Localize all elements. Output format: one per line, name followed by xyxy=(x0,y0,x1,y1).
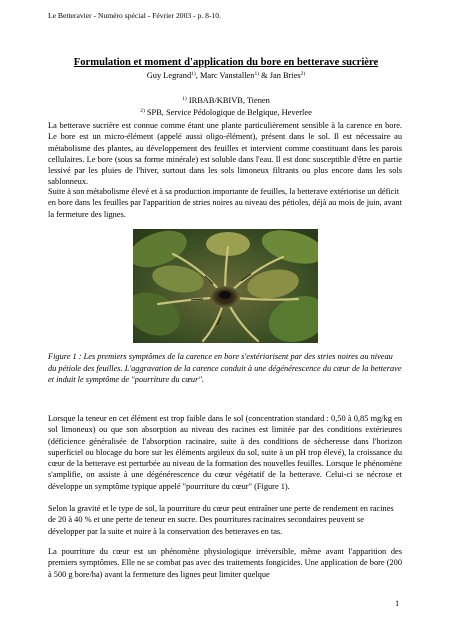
author-line xyxy=(0,71,452,81)
paragraph-text: La betterave sucrière est connue comme étant une plante particulièrement sensible à la carence en bore. Le bore est un micro-élément (appelé aussi oligo-élément), présent dans le sol. Il est nécessaire au métabolisme des plantes, au développement des feuilles et intervient comme constituant dans les parois cellulaires. Le bore (sous sa forme minérale) est soluble dans l'eau. Il est donc susceptible d'être en partie lessivé par les pluies de l'hiver, surtout dans les sols limoneux filtrants ou plus encore dans les sols sablonneux. xyxy=(48,121,402,187)
beet-plant-illustration xyxy=(133,229,318,343)
author-affil-mark: 1) xyxy=(254,71,260,77)
paragraph-text: Selon la gravité et le type de sol, la pourriture du cœur peut entraîner une perte de rendement en racines de 20 à 40 % et une perte de teneur en sucre. Des pourritures racinaires secondaires peuvent se développer par la suite et nuire à la conservation des betteraves en tas. xyxy=(48,504,394,536)
article-title: Formulation et moment d'application du bore en betterave sucrière xyxy=(73,57,379,68)
paragraph-text: Lorsque la teneur en cet élément est trop faible dans le sol (concentration standard : 0,50 à 0,85 mg/kg en sol limoneux) ou que son absorption au niveau des racines est limitée par des conditions extérieures (déficience généralisée de l'absorption racinaire, suite à des conditions de sécheresse dans l'horizon superficiel ou blocage du bore sur les éléments argileux du sol, suite à un pH trop élevé), la croissance du cœur de la betterave est perturbée au niveau de la formation des nouvelles feuilles. Lorsque le phénomène s'amplifie, on assiste à une dégénérescence du cœur végétatif de la betterave. Celui-ci se nécrose et développe un symptôme typique appelé "pourriture du cœur" (Figure 1). xyxy=(48,414,402,491)
author-name: Guy Legrand xyxy=(146,71,192,80)
author-name: & Jan Bries xyxy=(259,71,301,80)
affiliation xyxy=(0,96,452,106)
running-header: Le Betteravier - Numéro spécial - Février 2003 - p. 8-10. xyxy=(48,11,221,20)
affiliation-mark: 1) xyxy=(182,96,187,102)
author-affil-mark: 2) xyxy=(300,71,306,77)
paragraph-text: Suite à son métabolisme élevé et à sa production importante de feuilles, la betterave extériorise un déficit en bore dans les feuilles par l'apparition de stries noires au niveau des pétioles, déjà au mois de juin, avant la fermeture des lignes. xyxy=(48,187,402,219)
figure-beet-photo xyxy=(133,229,318,343)
page-number: 1 xyxy=(395,599,400,608)
paragraph-symptoms xyxy=(48,186,402,220)
caption-text: Figure 1 : Les premiers symptômes de la carence en bore s'extériorisent par des stries noires au niveau du pétiole des feuilles. L'aggravation de la carence conduit à une dégénérescence du cœur de la betterave et induit le symptôme de "pourriture du cœur". xyxy=(48,352,402,385)
affiliation-text: IRBAB/KBIVB, Tienen xyxy=(188,96,270,105)
affiliation-mark: 2) xyxy=(140,108,145,114)
paragraph-yield-loss xyxy=(48,503,402,537)
affiliation xyxy=(0,108,452,118)
author-affil-mark: 1) xyxy=(191,71,196,77)
paragraph-treatment xyxy=(48,546,402,580)
affiliation-text: SPB, Service Pédologique de Belgique, Heverlee xyxy=(146,108,312,117)
paragraph-text: La pourriture du cœur est un phénomène physiologique irréversible, même avant l'apparition des premiers symptômes. Elle ne se combat pas avec des traitements fongicides. Une application de bore (200 à 500 g bore/ha) avant la fermeture des lignes peut limiter quelque xyxy=(48,547,402,579)
paragraph-content-levels xyxy=(48,413,402,492)
author-name: , Marc Vanstallen xyxy=(195,71,255,80)
paragraph-intro xyxy=(48,120,402,188)
figure-caption xyxy=(48,351,402,386)
